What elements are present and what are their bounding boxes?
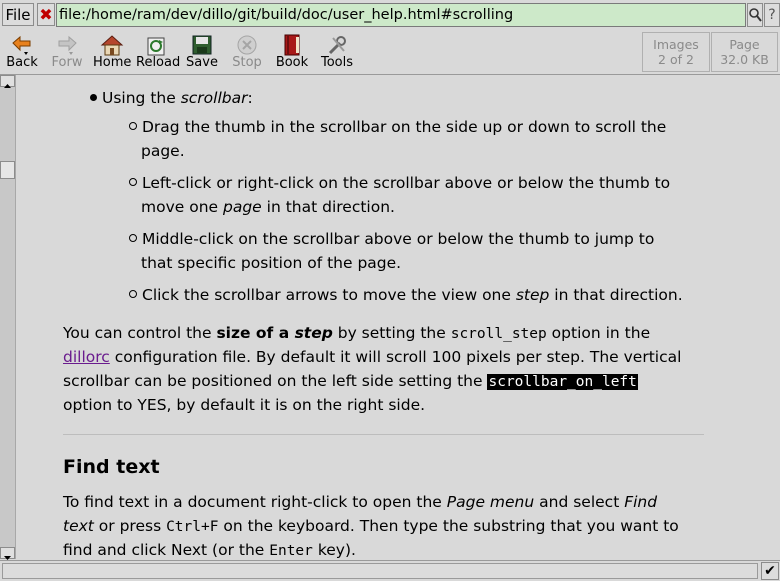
reload-icon: [145, 34, 169, 56]
stop-button[interactable]: [229, 32, 265, 72]
list-item-continuation: page.: [141, 142, 185, 160]
check-icon: ✔: [764, 563, 776, 579]
paragraph-line: To find text in a document right-click to open the Page menu and select Find: [63, 493, 658, 511]
paragraph-line: You can control the size of a step by setting the scroll_step option in the: [63, 324, 651, 342]
find-text-heading: Find text: [63, 456, 160, 478]
bullet-circle-icon: [129, 234, 137, 242]
status-text: [2, 563, 758, 579]
images-value: 2 of 2: [658, 52, 694, 67]
back-arrow-icon: [10, 34, 34, 56]
images-label: Images: [653, 37, 699, 52]
stop-icon: [235, 34, 259, 56]
save-icon: [190, 34, 214, 56]
bullet-disc-icon: [90, 94, 97, 101]
list-item: Click the scrollbar arrows to move the view one step in that direction.: [129, 285, 683, 305]
code-ctrl-f: Ctrl+F: [166, 519, 219, 535]
horizontal-rule: [63, 434, 704, 435]
paragraph-line: option to YES, by default it is on the right side.: [63, 396, 426, 414]
arrow-up-icon: [1, 81, 14, 91]
tools-label: Tools: [320, 55, 354, 70]
paragraph-line: text or press Ctrl+F on the keyboard. Then type the substring that you want to: [63, 517, 679, 535]
paragraph-line: scrollbar can be positioned on the left side setting the scrollbar_on_left: [63, 372, 637, 390]
status-bar: [0, 560, 780, 581]
list-item: Middle-click on the scrollbar above or below the thumb to jump to: [129, 229, 654, 249]
scrollbar-thumb[interactable]: [0, 161, 15, 179]
bug-meter-button[interactable]: [761, 562, 779, 580]
bookmarks-button[interactable]: [274, 32, 310, 72]
toolbar: [0, 30, 780, 75]
highlighted-code-scrollbar-on-left: scrollbar_on_left: [488, 374, 637, 390]
home-icon: [100, 34, 124, 56]
reload-label: Reload: [136, 55, 181, 70]
paragraph-line: dillorc configuration file. By default it will scroll 100 pixels per step. The vertical: [63, 348, 682, 366]
list-item: Left-click or right-click on the scrollbar above or below the thumb to: [129, 173, 670, 193]
paragraph-line: find and click Next (or the Enter key).: [63, 541, 356, 559]
code-scroll-step: scroll_step: [450, 326, 547, 342]
save-label: Save: [186, 55, 218, 70]
scroll-up-button[interactable]: [0, 75, 15, 87]
page-content: [16, 75, 780, 559]
location-bar: [0, 0, 780, 31]
book-label: Book: [275, 55, 309, 70]
home-button[interactable]: [93, 32, 131, 72]
book-icon: [280, 34, 304, 56]
code-enter: Enter: [269, 543, 313, 559]
tools-icon: [325, 34, 349, 56]
bullet-circle-icon: [129, 122, 137, 130]
help-button[interactable]: ?: [764, 3, 780, 27]
list-item: Drag the thumb in the scrollbar on the side up or down to scroll the: [129, 117, 666, 137]
home-label: Home: [93, 55, 132, 70]
back-button[interactable]: [4, 32, 40, 72]
list-item-continuation: that specific position of the page.: [141, 254, 402, 272]
reload-button[interactable]: [136, 32, 181, 72]
bullet-circle-icon: [129, 178, 137, 186]
clear-icon: ✖: [39, 5, 53, 24]
forward-arrow-icon: [55, 34, 79, 56]
url-input[interactable]: file:/home/ram/dev/dillo/git/build/doc/user_help.html#scrolling: [56, 3, 746, 27]
list-item-scrollbar: Using the scrollbar:: [90, 88, 253, 108]
bullet-circle-icon: [129, 290, 137, 298]
page-size-info: [711, 32, 778, 72]
page-value: 32.0 KB: [720, 52, 769, 67]
file-menu-button[interactable]: File: [2, 3, 34, 26]
images-info: [642, 32, 710, 72]
search-icon: [748, 4, 762, 26]
dillorc-link[interactable]: dillorc: [63, 348, 110, 366]
forward-label: Forw: [51, 55, 83, 70]
list-item-continuation: move one page in that direction.: [141, 198, 395, 216]
save-button[interactable]: [184, 32, 220, 72]
back-label: Back: [6, 55, 38, 70]
tools-button[interactable]: [318, 32, 356, 72]
stop-label: Stop: [232, 55, 262, 70]
clear-url-button[interactable]: [37, 3, 55, 26]
forward-button[interactable]: [49, 32, 85, 72]
search-button[interactable]: [747, 3, 763, 27]
scroll-down-button[interactable]: [0, 547, 15, 559]
page-label: Page: [729, 37, 760, 52]
vertical-scrollbar[interactable]: [0, 75, 16, 559]
